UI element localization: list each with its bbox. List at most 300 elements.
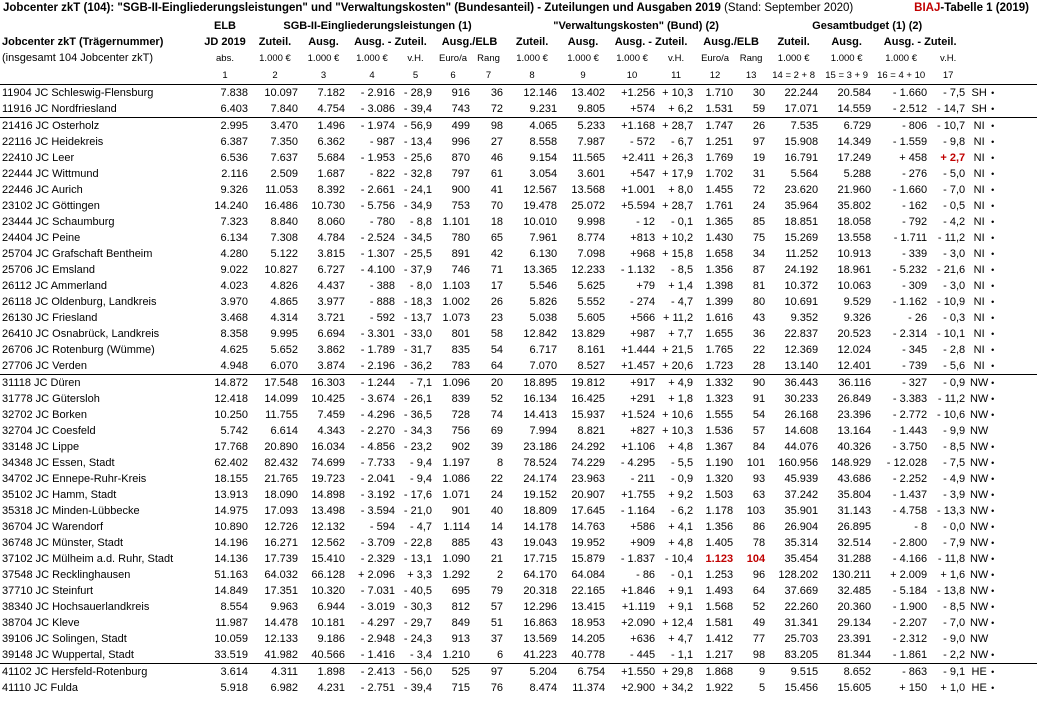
table-reference xyxy=(914,2,1029,14)
value-cell: 6.362 xyxy=(317,135,345,148)
value-cell: - 37,9 xyxy=(403,263,432,276)
jobcenter-name: 34702 JC Ennepe-Ruhr-Kreis xyxy=(2,472,147,485)
value-cell: - 8,5 xyxy=(671,263,694,276)
table-row xyxy=(0,294,1037,310)
value-cell: 65 xyxy=(490,231,504,244)
value-cell: 16.134 xyxy=(523,392,558,405)
value-cell: 812 xyxy=(451,600,470,613)
elb-count: 13.913 xyxy=(214,488,248,501)
value-cell: 3.815 xyxy=(317,247,345,260)
value-cell: - 11,2 xyxy=(937,392,966,405)
state-code: NW xyxy=(969,616,989,629)
row-marker: • xyxy=(991,136,995,147)
value-cell: - 276 xyxy=(902,167,928,180)
value-cell: - 0,0 xyxy=(943,520,966,533)
value-cell: - 39,4 xyxy=(403,102,432,115)
value-cell: +987 xyxy=(630,327,656,340)
value-cell: 17 xyxy=(490,279,504,292)
value-cell: 9.995 xyxy=(270,327,298,340)
title-status: (Stand: September 2020) xyxy=(724,2,854,14)
value-cell: 5 xyxy=(759,681,766,694)
value-cell: 6.727 xyxy=(317,263,345,276)
value-cell: - 1.416 xyxy=(360,648,395,661)
value-cell: 9.529 xyxy=(843,295,872,308)
value-cell: - 3.594 xyxy=(360,504,395,517)
jobcenter-name: 33148 JC Lippe xyxy=(2,440,80,453)
state-code: NI xyxy=(973,151,985,164)
value-cell: - 3.019 xyxy=(360,600,395,613)
value-cell: 35.454 xyxy=(784,552,819,565)
value-cell: - 2.314 xyxy=(892,327,928,340)
value-cell: 17.071 xyxy=(784,102,819,115)
value-cell: +968 xyxy=(630,247,656,260)
state-code: NI xyxy=(973,295,985,308)
value-cell: + 1,8 xyxy=(668,392,694,405)
value-cell: - 1,1 xyxy=(671,648,694,661)
table-row xyxy=(0,631,1037,647)
state-code: HE xyxy=(967,664,991,681)
value-cell: 16.863 xyxy=(523,616,558,629)
value-cell: 19 xyxy=(752,151,766,164)
value-cell: +547 xyxy=(630,167,656,180)
header-unit: 1.000 € xyxy=(356,52,388,64)
value-cell: 1.292 xyxy=(442,568,470,581)
value-cell: 6.729 xyxy=(820,118,873,135)
value-cell: - 34,5 xyxy=(403,231,432,244)
header-ausg-2: Ausg. xyxy=(567,35,599,48)
value-cell: - 5.184 xyxy=(892,584,928,597)
state-code: NI xyxy=(973,327,985,340)
jobcenter-name: 23444 JC Schaumburg xyxy=(2,215,115,228)
value-cell: 835 xyxy=(451,343,470,356)
value-cell: 1.405 xyxy=(705,536,734,549)
value-cell: 913 xyxy=(451,632,470,645)
value-cell: 104 xyxy=(746,552,766,565)
jobcenter-name: 32702 JC Borken xyxy=(2,408,87,421)
elb-count: 9.326 xyxy=(220,183,248,196)
value-cell: - 4,7 xyxy=(671,295,694,308)
value-cell: 1.616 xyxy=(705,311,734,324)
value-cell: 1.765 xyxy=(705,343,734,356)
value-cell: 18.953 xyxy=(571,616,606,629)
jobcenter-name: 22410 JC Leer xyxy=(2,151,75,164)
value-cell: 5.605 xyxy=(577,311,606,324)
value-cell: 29.134 xyxy=(837,616,872,629)
value-cell: 7.994 xyxy=(529,424,558,437)
value-cell: 1.710 xyxy=(695,85,735,102)
header-diff-2: Ausg. - Zuteil. xyxy=(614,35,688,48)
value-cell: 86 xyxy=(752,520,766,533)
header-unit: v.H. xyxy=(407,52,424,64)
elb-count: 8.358 xyxy=(220,327,248,340)
value-cell: 2.509 xyxy=(270,167,298,180)
value-cell: - 14,7 xyxy=(937,102,966,115)
value-cell: - 2,2 xyxy=(943,648,966,661)
jobcenter-name: 22446 JC Aurich xyxy=(2,183,83,196)
table-row xyxy=(0,455,1037,471)
value-cell: + 8,0 xyxy=(668,183,694,196)
value-cell: 16.425 xyxy=(571,392,606,405)
table-row xyxy=(0,85,1037,102)
value-cell: 1.190 xyxy=(705,456,734,469)
value-cell: - 33,0 xyxy=(403,327,432,340)
value-cell: 37.242 xyxy=(784,488,819,501)
value-cell: 5.038 xyxy=(529,311,558,324)
value-cell: 7.070 xyxy=(529,359,558,372)
value-cell: 97 xyxy=(472,664,505,681)
value-cell: 1.251 xyxy=(705,135,734,148)
value-cell: 12.024 xyxy=(837,343,872,356)
table-row xyxy=(0,647,1037,664)
header-zuteil-1: Zuteil. xyxy=(258,35,292,48)
table-row xyxy=(0,101,1037,118)
value-cell: + 1,0 xyxy=(940,681,966,694)
value-cell: 36 xyxy=(752,327,766,340)
value-cell: 19.043 xyxy=(523,536,558,549)
value-cell: 97 xyxy=(752,135,766,148)
value-cell: +1.001 xyxy=(621,183,656,196)
state-code: NI xyxy=(973,167,985,180)
value-cell: - 7.031 xyxy=(360,584,395,597)
value-cell: - 40,5 xyxy=(403,584,432,597)
value-cell: 1.103 xyxy=(442,279,470,292)
state-code: NW xyxy=(969,504,989,517)
value-cell: 10.320 xyxy=(311,584,345,597)
value-cell: - 7,5 xyxy=(929,85,967,102)
value-cell: 43.686 xyxy=(837,472,872,485)
value-cell: 1.096 xyxy=(434,375,472,392)
value-cell: 23.391 xyxy=(837,632,872,645)
value-cell: - 1.162 xyxy=(892,295,928,308)
elb-count: 4.948 xyxy=(220,359,248,372)
row-marker: • xyxy=(991,505,995,516)
value-cell: 1.398 xyxy=(705,279,734,292)
value-cell: 11.252 xyxy=(785,247,819,260)
value-cell: 35.964 xyxy=(784,199,819,212)
jobcenter-name: 21416 JC Osterholz xyxy=(0,118,200,135)
value-cell: 8.821 xyxy=(577,424,606,437)
value-cell: - 21,6 xyxy=(937,263,966,276)
value-cell: - 1.164 xyxy=(620,504,656,517)
value-cell: 1.399 xyxy=(705,295,734,308)
value-cell: - 2,8 xyxy=(943,343,966,356)
value-cell: 64.032 xyxy=(264,568,298,581)
value-cell: 25.072 xyxy=(571,199,606,212)
value-cell: - 25,6 xyxy=(403,151,432,164)
elb-count: 33.519 xyxy=(214,648,248,661)
value-cell: - 9,1 xyxy=(929,664,967,681)
value-cell: + 150 xyxy=(899,681,928,694)
elb-count: 11.987 xyxy=(215,616,248,629)
value-cell: 20 xyxy=(472,375,505,392)
value-cell: 1.702 xyxy=(705,167,734,180)
value-cell: - 863 xyxy=(873,664,929,681)
elb-count: 10.059 xyxy=(214,632,248,645)
value-cell: 74.229 xyxy=(571,456,606,469)
value-cell: 21.960 xyxy=(837,183,872,196)
value-cell: - 2.948 xyxy=(360,632,395,645)
value-cell: 891 xyxy=(451,247,470,260)
header-colnum: 9 xyxy=(559,66,607,85)
value-cell: 43 xyxy=(752,311,766,324)
value-cell: - 987 xyxy=(369,135,395,148)
value-cell: 42 xyxy=(490,247,504,260)
value-cell: - 162 xyxy=(902,199,928,212)
value-cell: 15.879 xyxy=(571,552,606,565)
jobcenter-name: 37548 JC Recklinghausen xyxy=(2,568,131,581)
elb-count: 18.155 xyxy=(214,472,248,485)
value-cell: 59 xyxy=(752,102,766,115)
value-cell: 11.374 xyxy=(572,681,606,694)
value-cell: 17.351 xyxy=(264,584,298,597)
value-cell: 1.253 xyxy=(705,568,734,581)
state-code: NW xyxy=(969,600,989,613)
header-colnum: 16 = 4 + 10 xyxy=(873,66,929,85)
value-cell: - 13,4 xyxy=(403,135,432,148)
value-cell: - 23,2 xyxy=(403,440,432,453)
value-cell: 8.652 xyxy=(820,664,873,681)
value-cell: 6 xyxy=(496,648,504,661)
value-cell: 17.249 xyxy=(837,151,872,164)
value-cell: 1.922 xyxy=(705,681,734,694)
value-cell: 28 xyxy=(752,359,766,372)
value-cell: 1.769 xyxy=(705,151,734,164)
header-colnum: 13 xyxy=(735,66,767,85)
value-cell: - 3.709 xyxy=(360,536,395,549)
table-row xyxy=(0,198,1037,214)
value-cell: 79 xyxy=(490,584,504,597)
value-cell: - 56,0 xyxy=(397,664,434,681)
value-cell: - 2.207 xyxy=(892,616,928,629)
value-cell: + 11,2 xyxy=(662,311,694,324)
value-cell: - 7,0 xyxy=(943,183,966,196)
value-cell: - 3.750 xyxy=(892,440,928,453)
value-cell: 10.010 xyxy=(523,215,558,228)
header-colnum: 8 xyxy=(505,66,559,85)
value-cell: 84 xyxy=(752,440,766,453)
value-cell: 8 xyxy=(496,456,504,469)
value-cell: +1.457 xyxy=(621,359,656,372)
row-marker xyxy=(991,631,1037,647)
value-cell: + 3,3 xyxy=(407,568,432,581)
header-colnum: 1 xyxy=(200,66,250,85)
header-unit: Euro/a xyxy=(701,52,730,64)
value-cell: 78.524 xyxy=(523,456,558,469)
value-cell: 15.908 xyxy=(784,135,819,148)
value-cell: 8.474 xyxy=(529,681,558,694)
value-cell: 6.754 xyxy=(559,664,607,681)
value-cell: 40.326 xyxy=(837,440,872,453)
row-marker: • xyxy=(991,664,1037,681)
value-cell: 30.233 xyxy=(784,392,819,405)
value-cell: 18.809 xyxy=(523,504,558,517)
value-cell: 35.314 xyxy=(784,536,819,549)
row-marker: • xyxy=(991,601,995,612)
elb-count: 6.536 xyxy=(220,151,248,164)
value-cell: - 2.312 xyxy=(892,632,928,645)
value-cell: 7.535 xyxy=(767,118,820,135)
jobcenter-name: 22444 JC Wittmund xyxy=(2,167,99,180)
value-cell: 77 xyxy=(752,632,766,645)
value-cell: +1.550 xyxy=(607,664,657,681)
header-unit: Rang xyxy=(739,52,763,64)
value-cell: 20.523 xyxy=(837,327,872,340)
value-cell: 148.929 xyxy=(831,456,872,469)
value-cell: 98 xyxy=(472,118,505,135)
value-cell: - 22,8 xyxy=(403,536,432,549)
value-cell: 31 xyxy=(752,167,766,180)
value-cell: +2.900 xyxy=(621,681,656,694)
table-row xyxy=(0,423,1037,439)
value-cell: 12.369 xyxy=(784,343,819,356)
value-cell: +1.168 xyxy=(607,118,657,135)
value-cell: 2 xyxy=(496,568,504,581)
value-cell: 6.944 xyxy=(317,600,345,613)
value-cell: - 26,1 xyxy=(403,392,432,405)
value-cell: 753 xyxy=(451,199,470,212)
table-row xyxy=(0,487,1037,503)
header-colnum: 3 xyxy=(300,66,347,85)
elb-count: 2.995 xyxy=(200,118,250,135)
value-cell: 7.098 xyxy=(577,247,606,260)
value-cell: 4.343 xyxy=(317,424,345,437)
value-cell: 1.197 xyxy=(442,456,470,469)
value-cell: 9.998 xyxy=(577,215,606,228)
value-cell: 71 xyxy=(490,263,504,276)
value-cell: 44.076 xyxy=(784,440,819,453)
row-marker: • xyxy=(991,118,1037,135)
value-cell: + 9,1 xyxy=(668,584,694,597)
value-cell: + 1,4 xyxy=(668,279,694,292)
value-cell: - 5.756 xyxy=(360,199,395,212)
value-cell: 1.761 xyxy=(705,199,734,212)
value-cell: - 3.383 xyxy=(892,392,928,405)
value-cell: 24 xyxy=(752,199,766,212)
value-cell: + 10,3 xyxy=(657,85,695,102)
value-cell: 10.425 xyxy=(311,392,345,405)
value-cell: 10.372 xyxy=(784,279,819,292)
value-cell: 130.211 xyxy=(832,568,872,581)
value-cell: 11.755 xyxy=(265,408,298,421)
value-cell: 12.401 xyxy=(837,359,872,372)
value-cell: 17.093 xyxy=(264,504,298,517)
value-cell: 13.829 xyxy=(571,327,606,340)
value-cell: 72 xyxy=(490,102,504,115)
value-cell: 4.865 xyxy=(270,295,298,308)
value-cell: - 10,1 xyxy=(937,327,966,340)
value-cell: 5.625 xyxy=(577,279,606,292)
header-row-1 xyxy=(0,18,1037,34)
value-cell: - 25,5 xyxy=(403,247,432,260)
jobcenter-name: 26112 JC Ammerland xyxy=(2,279,107,292)
jobcenter-name: 34348 JC Essen, Stadt xyxy=(2,456,115,469)
header-colnum: 17 xyxy=(929,66,967,85)
state-code: NI xyxy=(973,231,985,244)
value-cell: - 9,4 xyxy=(409,456,432,469)
value-cell: +1.106 xyxy=(621,440,656,453)
value-cell: 13.558 xyxy=(837,231,872,244)
table-row xyxy=(0,391,1037,407)
value-cell: 783 xyxy=(451,359,470,372)
value-cell: 12.133 xyxy=(264,632,298,645)
value-cell: - 3.192 xyxy=(360,488,395,501)
value-cell: 20.907 xyxy=(571,488,606,501)
elb-count: 4.625 xyxy=(220,343,248,356)
value-cell: +2.090 xyxy=(621,616,656,629)
header-ausg-elb-1: Ausg./ELB xyxy=(441,35,498,48)
value-cell: - 1.437 xyxy=(892,488,928,501)
value-cell: 1.071 xyxy=(442,488,470,501)
value-cell: - 445 xyxy=(629,648,656,661)
state-code: NW xyxy=(969,648,989,661)
value-cell: - 10,9 xyxy=(937,295,966,308)
value-cell: - 5.232 xyxy=(892,263,928,276)
jobcenter-name: 37710 JC Steinfurt xyxy=(2,584,94,597)
value-cell: 10.097 xyxy=(250,85,300,102)
value-cell: 10.730 xyxy=(311,199,345,212)
value-cell: 3.977 xyxy=(317,295,345,308)
value-cell: 801 xyxy=(451,327,470,340)
table-row xyxy=(0,471,1037,487)
row-marker: • xyxy=(991,682,995,693)
value-cell: +574 xyxy=(630,102,656,115)
table-row xyxy=(0,583,1037,599)
value-cell: - 0,1 xyxy=(671,215,694,228)
value-cell: - 2.661 xyxy=(360,183,395,196)
value-cell: 1.356 xyxy=(705,520,734,533)
state-code: NW xyxy=(969,392,989,405)
value-cell: 901 xyxy=(451,504,470,517)
value-cell: - 39,4 xyxy=(403,681,432,694)
value-cell: + 12,4 xyxy=(662,616,694,629)
value-cell: 1.123 xyxy=(705,552,734,565)
state-code: NW xyxy=(969,456,989,469)
value-cell: 45.939 xyxy=(784,472,819,485)
value-cell: 7.308 xyxy=(270,231,298,244)
table-row xyxy=(0,551,1037,567)
biaj-brand: BIAJ xyxy=(914,2,941,14)
value-cell: 32.514 xyxy=(837,536,872,549)
value-cell: 7.637 xyxy=(270,151,298,164)
value-cell: 10.181 xyxy=(311,616,345,629)
value-cell: 5.564 xyxy=(790,167,819,180)
value-cell: - 822 xyxy=(369,167,395,180)
row-marker: • xyxy=(991,264,995,275)
value-cell: - 8,5 xyxy=(943,600,966,613)
value-cell: 17.715 xyxy=(523,552,558,565)
value-cell: 4.065 xyxy=(505,118,559,135)
table-row xyxy=(0,262,1037,278)
value-cell: - 3,4 xyxy=(409,648,432,661)
value-cell: 12.296 xyxy=(523,600,558,613)
value-cell: + 29,8 xyxy=(657,664,695,681)
value-cell: 15.410 xyxy=(311,552,345,565)
value-cell: 6.130 xyxy=(529,247,558,260)
value-cell: 9 xyxy=(735,664,767,681)
value-cell: + 4,8 xyxy=(668,536,694,549)
data-grid xyxy=(0,18,1037,696)
value-cell: +79 xyxy=(636,279,656,292)
value-cell: 1.536 xyxy=(705,424,734,437)
value-cell: 7.961 xyxy=(529,231,558,244)
row-marker: • xyxy=(991,649,995,660)
value-cell: - 10,7 xyxy=(929,118,967,135)
value-cell: 101 xyxy=(746,456,766,469)
value-cell: 4.437 xyxy=(317,279,345,292)
value-cell: 34 xyxy=(752,247,766,260)
value-cell: - 274 xyxy=(629,295,656,308)
value-cell: 10.063 xyxy=(837,279,872,292)
